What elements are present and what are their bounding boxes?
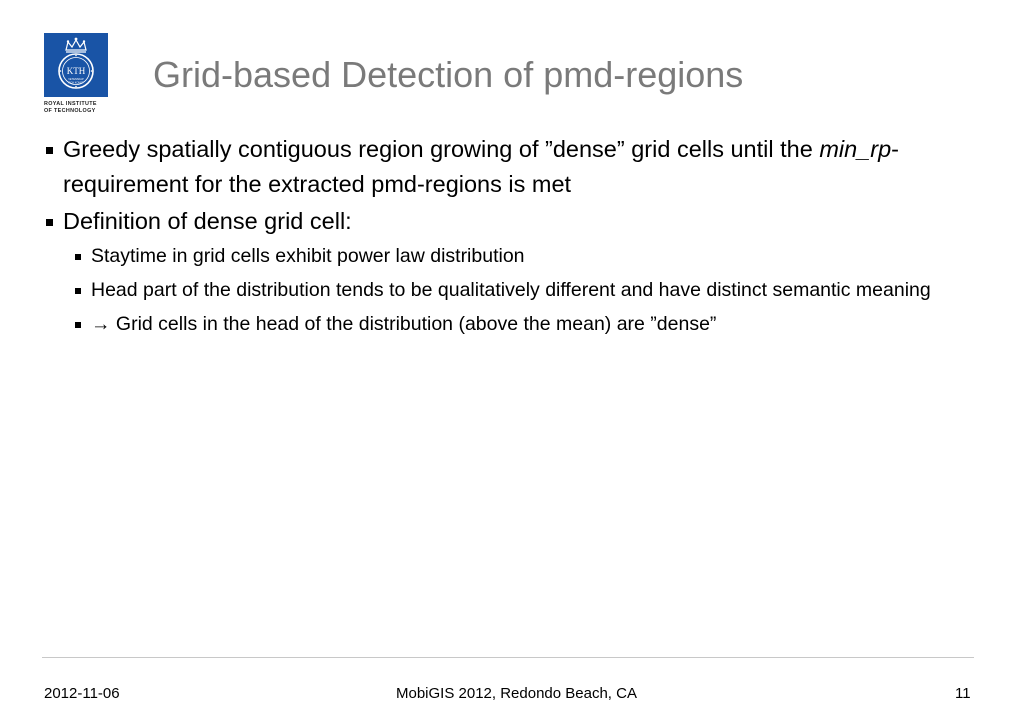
kth-caption-line-2: OF TECHNOLOGY [44,107,96,114]
sub-bullet-conclusion [74,310,974,339]
kth-logo-caption [44,101,108,114]
footer-date: 2012-11-06 [44,685,120,702]
sub-bullet-text: Staytime in grid cells exhibit power law distribution [91,245,525,267]
svg-text:OCH KONST: OCH KONST [68,81,84,85]
sub-bullet-staytime [74,242,974,271]
bullet-text-part-2: -requirement for the extracted pmd-regions is met [63,136,899,197]
bullet-region-growing [44,132,974,202]
kth-emblem [44,33,108,97]
bullet-text-emphasis: min_rp [819,136,892,162]
bullet-text-part-1: Greedy spatially contiguous region growing of ”dense” grid cells until the [63,136,820,162]
footer-page-number: 11 [955,685,971,702]
sub-bullet-head-part [74,276,974,305]
sub-bullet-text: Head part of the distribution tends to be qualitatively different and have distinct semantic meaning [91,279,931,301]
svg-text:VETENSKAP: VETENSKAP [68,78,84,81]
slide-title: Grid-based Detection of pmd-regions [153,54,744,95]
square-bullet-icon [46,147,53,154]
kth-caption-line-1: ROYAL INSTITUTE [44,101,97,107]
sub-bullet-text: Grid cells in the head of the distribution (above the mean) are ”dense” [115,313,717,335]
kth-logo [44,33,108,114]
footer-divider [42,657,974,658]
kth-crown-seal-icon [44,33,108,97]
bullet-text: Definition of dense grid cell: [63,208,352,234]
square-bullet-icon [75,322,81,328]
square-bullet-icon [46,219,53,226]
svg-text:KTH: KTH [66,66,86,76]
right-arrow-icon: → [91,313,111,335]
square-bullet-icon [75,288,81,294]
slide-body [44,132,974,344]
footer-conference: MobiGIS 2012, Redondo Beach, CA [396,685,637,702]
square-bullet-icon [75,254,81,260]
bullet-dense-definition [44,204,974,239]
